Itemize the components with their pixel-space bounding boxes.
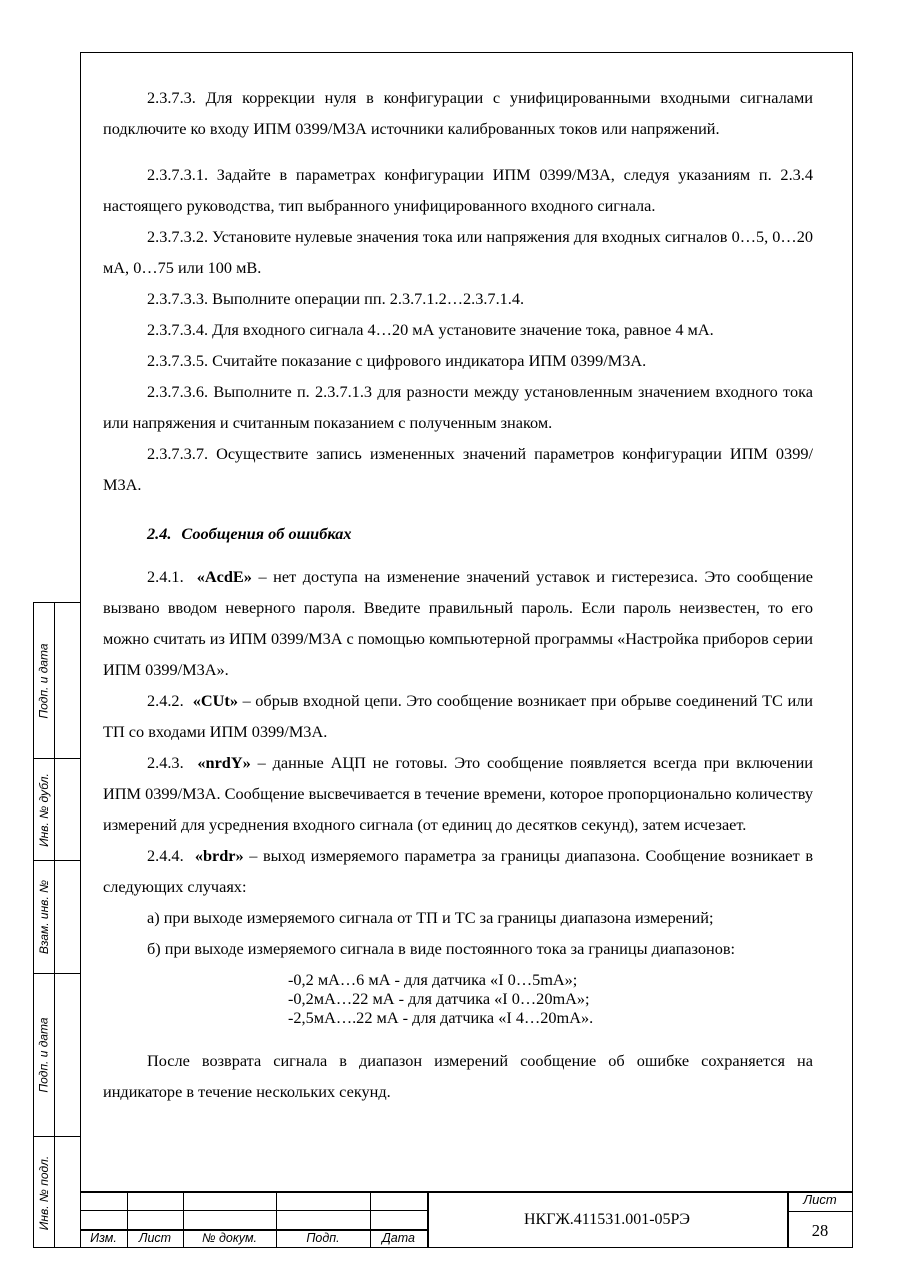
col-podp-label: Подп. <box>306 1231 340 1245</box>
paragraph: 2.3.7.3. Для коррекции нуля в конфигурации с унифицированными входными сигналами подключите ко входу ИПМ 0399/М3А источники калиброванных токов или напряжений. <box>103 88 813 138</box>
error-number: 2.4.3. <box>147 753 184 772</box>
document-body <box>103 82 813 1107</box>
paragraph: 2.3.7.3.4. Для входного сигнала 4…20 мА установите значение тока, равное 4 мА. <box>147 320 714 339</box>
section-number: 2.4. <box>147 524 172 543</box>
col-list-label: Лист <box>138 1231 172 1245</box>
case-item: б) при выходе измеряемого сигнала в виде постоянного тока за границы диапазонов: <box>147 939 736 958</box>
paragraph: 2.3.7.3.7. Осуществите запись измененных значений параметров конфигурации ИПМ 0399/М3А. <box>103 444 813 494</box>
stamp-cell-podp-data-2 <box>34 973 81 1136</box>
range-list <box>288 970 813 1027</box>
error-code: «AcdE» <box>196 567 252 586</box>
stamp-cell-inv-podl <box>34 1136 81 1249</box>
error-code: «brdr» <box>194 846 244 865</box>
stamp-label: Подп. и дата <box>37 1017 51 1093</box>
error-item <box>103 685 813 747</box>
closing-paragraph: После возврата сигнала в диапазон измерений сообщение об ошибке сохраняется на индикаторе в течение нескольких секунд. <box>103 1051 813 1101</box>
error-text: – обрыв входной цепи. Это сообщение возникает при обрыве соединений ТС или ТП со входами ИПМ 0399/М3А. <box>103 691 813 741</box>
col-izm-label: Изм. <box>90 1231 117 1245</box>
title-block <box>80 1191 853 1248</box>
error-text: – выход измеряемого параметра за границы диапазона. Сообщение возникает в следующих случаях: <box>103 846 814 896</box>
section-title: Сообщения об ошибках <box>181 524 352 543</box>
sheet-label: Лист <box>803 1192 837 1207</box>
case-item: а) при выходе измеряемого сигнала от ТП и ТС за границы диапазона измерений; <box>147 908 714 927</box>
stamp-label: Инв. № дубл. <box>37 772 51 847</box>
range-item: -0,2 мА…6 мА - для датчика «I 0…5mA»; <box>288 970 578 989</box>
error-number: 2.4.1. <box>147 567 184 586</box>
error-item <box>103 561 813 685</box>
stamp-cell-vzam-inv <box>34 860 81 973</box>
stamp-cell-podp-data <box>34 603 81 758</box>
error-text: – нет доступа на изменение значений уставок и гистерезиса. Это сообщение вызвано вводом неверного пароля. Введите правильный пароль. Если пароль неизвестен, то его можно считать из ИПМ 0399/М3А с помощью компьютерной программы «Настройка приборов серии ИПМ 0399/М3А». <box>103 567 814 679</box>
error-text: – данные АЦП не готовы. Это сообщение появляется всегда при включении ИПМ 0399/М3А. Сообщение высвечивается в течение времени, которое пропорционально количеству измерений для усреднения входного сигнала (от единиц до десятков секунд), затем исчезает. <box>103 753 814 834</box>
paragraph: 2.3.7.3.1. Задайте в параметрах конфигурации ИПМ 0399/М3А, следуя указаниям п. 2.3.4 настоящего руководства, тип выбранного унифицированного входного сигнала. <box>103 165 813 215</box>
error-code: «CUt» <box>192 691 238 710</box>
left-stamp <box>33 602 80 1248</box>
error-item <box>103 840 813 902</box>
section-heading <box>103 518 813 549</box>
error-code: «nrdY» <box>197 753 251 772</box>
stamp-label: Инв. № подл. <box>37 1155 51 1231</box>
error-number: 2.4.4. <box>147 846 184 865</box>
range-item: -0,2мА…22 мА - для датчика «I 0…20mA»; <box>288 989 590 1008</box>
error-number: 2.4.2. <box>147 691 184 710</box>
stamp-cell-inv-dubl <box>34 758 81 860</box>
col-data-label: Дата <box>382 1231 415 1245</box>
col-dokum-label: № докум. <box>201 1231 258 1245</box>
paragraph: 2.3.7.3.3. Выполните операции пп. 2.3.7.1.2…2.3.7.1.4. <box>147 289 525 308</box>
stamp-label: Взам. инв. № <box>37 879 52 955</box>
stamp-label: Подп. и дата <box>37 642 51 719</box>
range-item: -2,5мА….22 мА - для датчика «I 4…20mA». <box>288 1008 594 1027</box>
error-item <box>103 747 813 840</box>
document-number: НКГЖ.411531.001-05РЭ <box>523 1210 690 1228</box>
sheet-number: 28 <box>811 1220 829 1240</box>
paragraph: 2.3.7.3.2. Установите нулевые значения тока или напряжения для входных сигналов 0…5, 0…20 мА, 0…75 или 100 мВ. <box>103 227 813 277</box>
paragraph: 2.3.7.3.6. Выполните п. 2.3.7.1.3 для разности между установленным значением входного тока или напряжения и считанным показанием с полученным знаком. <box>103 382 813 432</box>
paragraph: 2.3.7.3.5. Считайте показание с цифрового индикатора ИПМ 0399/М3А. <box>147 351 647 370</box>
